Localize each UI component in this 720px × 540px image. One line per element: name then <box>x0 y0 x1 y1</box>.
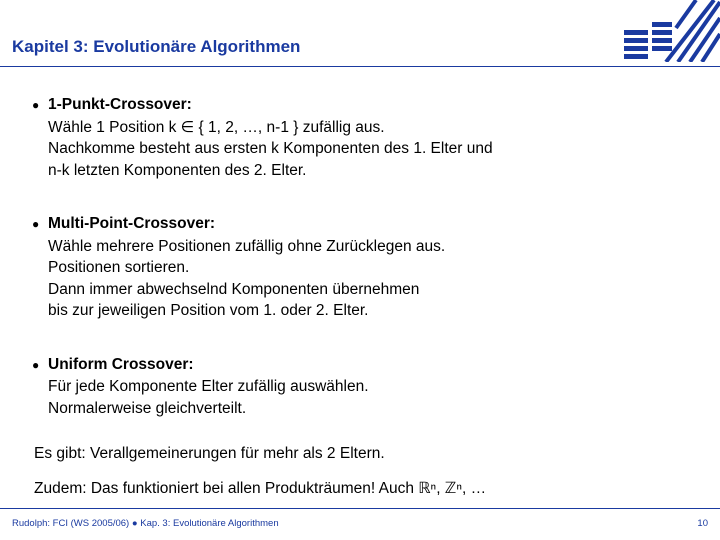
section-line: Für jede Komponente Elter zufällig auswählen. <box>48 378 369 395</box>
section-multi-point-crossover <box>32 213 702 322</box>
title-divider <box>0 66 720 67</box>
section-line: Positionen sortieren. <box>48 259 190 276</box>
section-line: bis zur jeweiligen Position vom 1. oder 2. Elter. <box>48 302 369 319</box>
section-1-point-crossover <box>32 94 702 181</box>
section-line: Normalerweise gleichverteilt. <box>48 399 247 417</box>
section-heading: Multi-Point-Crossover: <box>48 215 216 232</box>
page-title: Kapitel 3: Evolutionäre Algorithmen <box>12 37 301 56</box>
slide-content <box>32 94 702 499</box>
section-line: Wähle 1 Position k ∈ { 1, 2, …, n-1 } zufällig aus. <box>48 118 385 136</box>
footer-divider <box>0 508 720 509</box>
section-heading: Uniform Crossover: <box>48 355 194 373</box>
footer-citation: Rudolph: FCI (WS 2005/06) ● Kap. 3: Evolutionäre Algorithmen <box>12 518 279 529</box>
section-line: Nachkomme besteht aus ersten k Komponenten des 1. Elter und <box>48 140 493 157</box>
section-line: n-k letzten Komponenten des 2. Elter. <box>48 161 307 179</box>
note-product-spaces: Zudem: Das funktioniert bei allen Produkträumen! Auch ℝⁿ, ℤⁿ, … <box>34 480 487 497</box>
section-heading: 1-Punkt-Crossover: <box>48 96 192 113</box>
note-generalization: Es gibt: Verallgemeinerungen für mehr als 2 Eltern. <box>34 445 385 462</box>
page-number: 10 <box>697 518 708 529</box>
bullet-icon: ● <box>32 217 40 231</box>
bullet-icon: ● <box>32 98 40 112</box>
bullet-icon: ● <box>32 357 40 372</box>
section-line: Wähle mehrere Positionen zufällig ohne Zurücklegen aus. <box>48 237 446 255</box>
university-logo-icon <box>618 0 720 62</box>
section-uniform-crossover <box>32 354 702 420</box>
section-line: Dann immer abwechselnd Komponenten übernehmen <box>48 280 420 298</box>
